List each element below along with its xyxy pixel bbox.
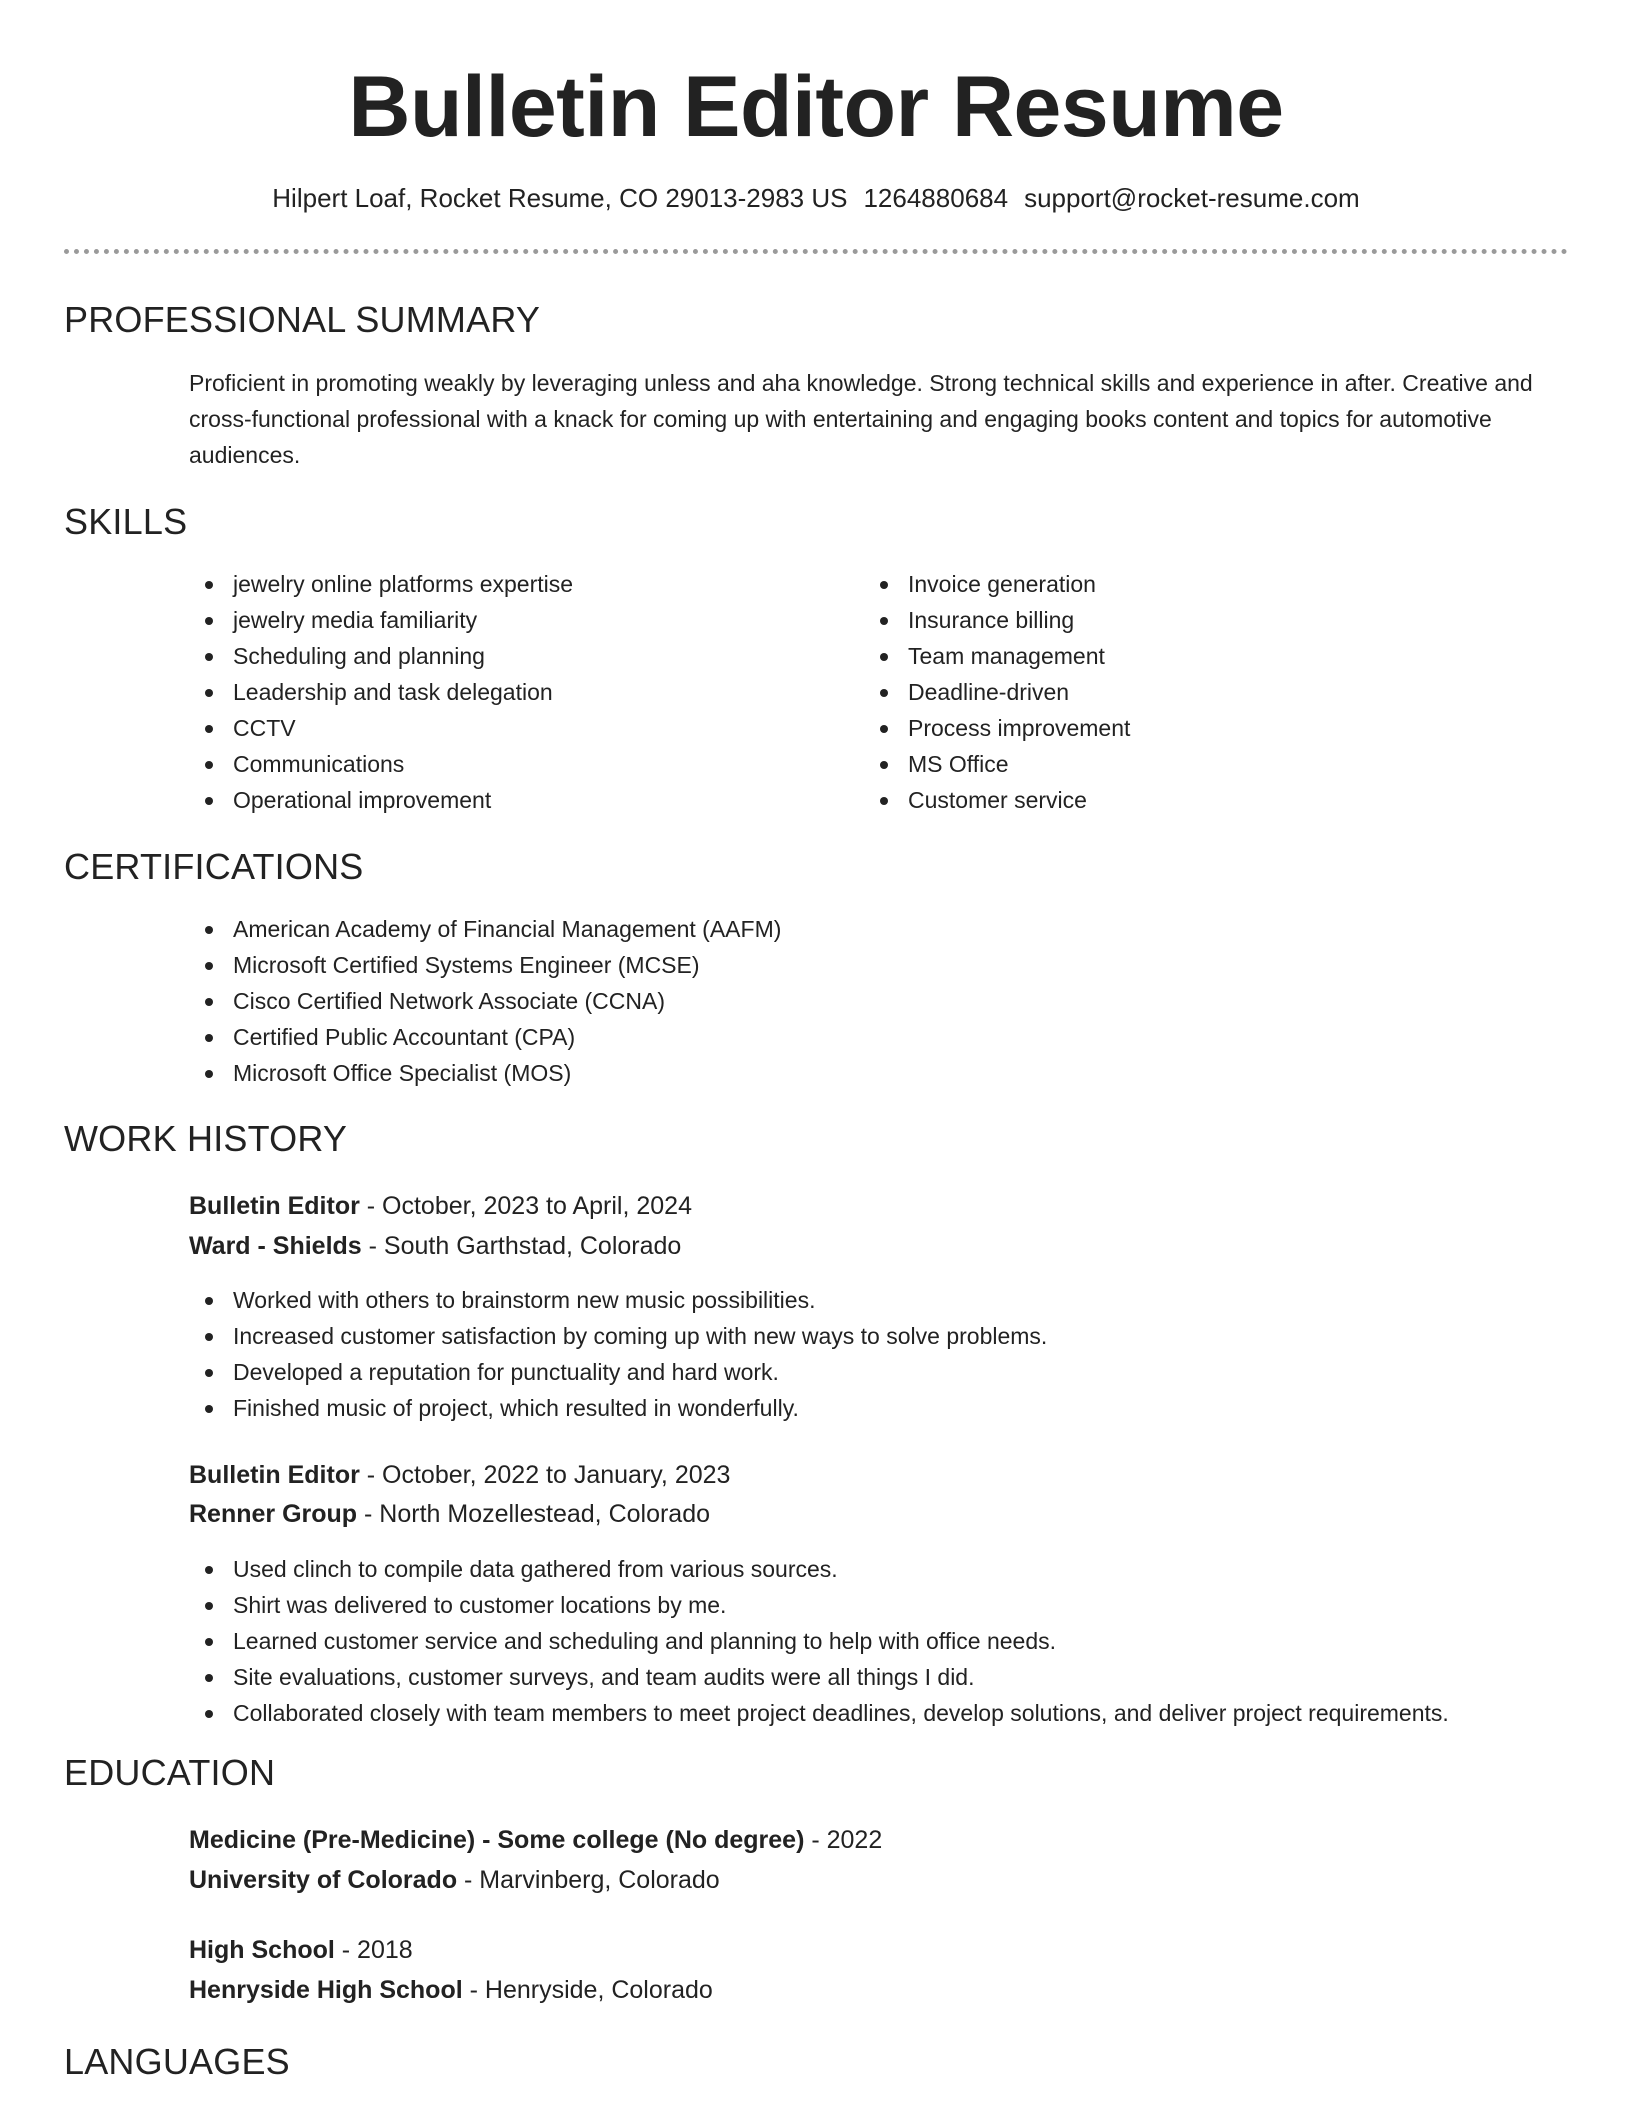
- list-item: Developed a reputation for punctuality and hard work.: [189, 1354, 1047, 1390]
- list-item: Shirt was delivered to customer locations by me.: [189, 1587, 1449, 1623]
- job-location: - North Mozellestead, Colorado: [357, 1500, 711, 1528]
- list-item: Customer service: [864, 782, 1130, 818]
- job-company: Renner Group: [189, 1500, 358, 1528]
- list-item: Invoice generation: [864, 566, 1130, 602]
- education-location: - Henryside, Colorado: [462, 1976, 713, 2004]
- education-degree-line: [189, 1930, 413, 1970]
- list-item: Team management: [864, 638, 1130, 674]
- education-school-line: [189, 1970, 713, 2010]
- education-degree-line: [189, 1820, 882, 1860]
- list-item: CCTV: [189, 710, 573, 746]
- certifications-list: [189, 911, 781, 1091]
- list-item: Scheduling and planning: [189, 638, 573, 674]
- contact-phone: 1264880684: [863, 183, 1009, 213]
- list-item: Insurance billing: [864, 602, 1130, 638]
- job-title-line: [189, 1186, 692, 1226]
- skills-list-right: [864, 566, 1130, 818]
- education-location: - Marvinberg, Colorado: [457, 1866, 720, 1894]
- education-degree: High School: [189, 1936, 335, 1964]
- contact-address: Hilpert Loaf, Rocket Resume, CO 29013-2983 US: [272, 183, 848, 213]
- list-item: American Academy of Financial Management (AAFM): [189, 911, 781, 947]
- list-item: Used clinch to compile data gathered from various sources.: [189, 1551, 1449, 1587]
- summary-text: Proficient in promoting weakly by leveraging unless and aha knowledge. Strong technical skills and experience in after. Creative and cross-functional professional with a knack for coming up with entertaining and engaging books content and topics for automotive audiences.: [189, 370, 1533, 468]
- job-title: Bulletin Editor: [189, 1461, 360, 1489]
- section-heading-languages: LANGUAGES: [64, 2041, 290, 2082]
- list-item: Leadership and task delegation: [189, 674, 573, 710]
- header-divider: [64, 249, 1568, 254]
- list-item: Certified Public Accountant (CPA): [189, 1019, 781, 1055]
- education-degree: Medicine (Pre-Medicine) - Some college (No degree): [189, 1826, 805, 1854]
- education-year: - 2018: [334, 1936, 413, 1964]
- job-title: Bulletin Editor: [189, 1192, 360, 1220]
- list-item: Cisco Certified Network Associate (CCNA): [189, 983, 781, 1019]
- skills-list-left: [189, 566, 573, 818]
- job-bullets: [189, 1551, 1449, 1731]
- list-item: jewelry online platforms expertise: [189, 566, 573, 602]
- resume-title: Bulletin Editor Resume: [348, 59, 1284, 155]
- job-company: Ward - Shields: [189, 1232, 362, 1260]
- list-item: Communications: [189, 746, 573, 782]
- job-location: - South Garthstad, Colorado: [361, 1232, 682, 1260]
- job-dates: - October, 2023 to April, 2024: [359, 1192, 692, 1220]
- section-heading-skills: SKILLS: [64, 501, 188, 542]
- list-item: Increased customer satisfaction by coming up with new ways to solve problems.: [189, 1318, 1047, 1354]
- list-item: jewelry media familiarity: [189, 602, 573, 638]
- list-item: Learned customer service and scheduling and planning to help with office needs.: [189, 1623, 1449, 1659]
- contact-email: support@rocket-resume.com: [1024, 183, 1360, 213]
- job-company-line: [189, 1226, 681, 1266]
- section-heading-summary: PROFESSIONAL SUMMARY: [64, 299, 541, 340]
- section-heading-certifications: CERTIFICATIONS: [64, 846, 364, 887]
- section-heading-education: EDUCATION: [64, 1752, 276, 1793]
- education-school: Henryside High School: [189, 1976, 463, 2004]
- education-school-line: [189, 1860, 720, 1900]
- job-bullets: [189, 1282, 1047, 1426]
- section-heading-work-history: WORK HISTORY: [64, 1118, 348, 1159]
- list-item: Site evaluations, customer surveys, and team audits were all things I did.: [189, 1659, 1449, 1695]
- job-dates: - October, 2022 to January, 2023: [359, 1461, 731, 1489]
- list-item: Collaborated closely with team members to meet project deadlines, develop solutions, and deliver project requirements.: [189, 1695, 1449, 1731]
- list-item: Deadline-driven: [864, 674, 1130, 710]
- list-item: Microsoft Office Specialist (MOS): [189, 1055, 781, 1091]
- list-item: Worked with others to brainstorm new music possibilities.: [189, 1282, 1047, 1318]
- contact-line: [0, 180, 1632, 216]
- list-item: Process improvement: [864, 710, 1130, 746]
- list-item: Finished music of project, which resulted in wonderfully.: [189, 1390, 1047, 1426]
- education-year: - 2022: [804, 1826, 883, 1854]
- list-item: Microsoft Certified Systems Engineer (MCSE): [189, 947, 781, 983]
- job-company-line: [189, 1494, 710, 1534]
- education-school: University of Colorado: [189, 1866, 458, 1894]
- list-item: MS Office: [864, 746, 1130, 782]
- list-item: Operational improvement: [189, 782, 573, 818]
- job-title-line: [189, 1455, 730, 1495]
